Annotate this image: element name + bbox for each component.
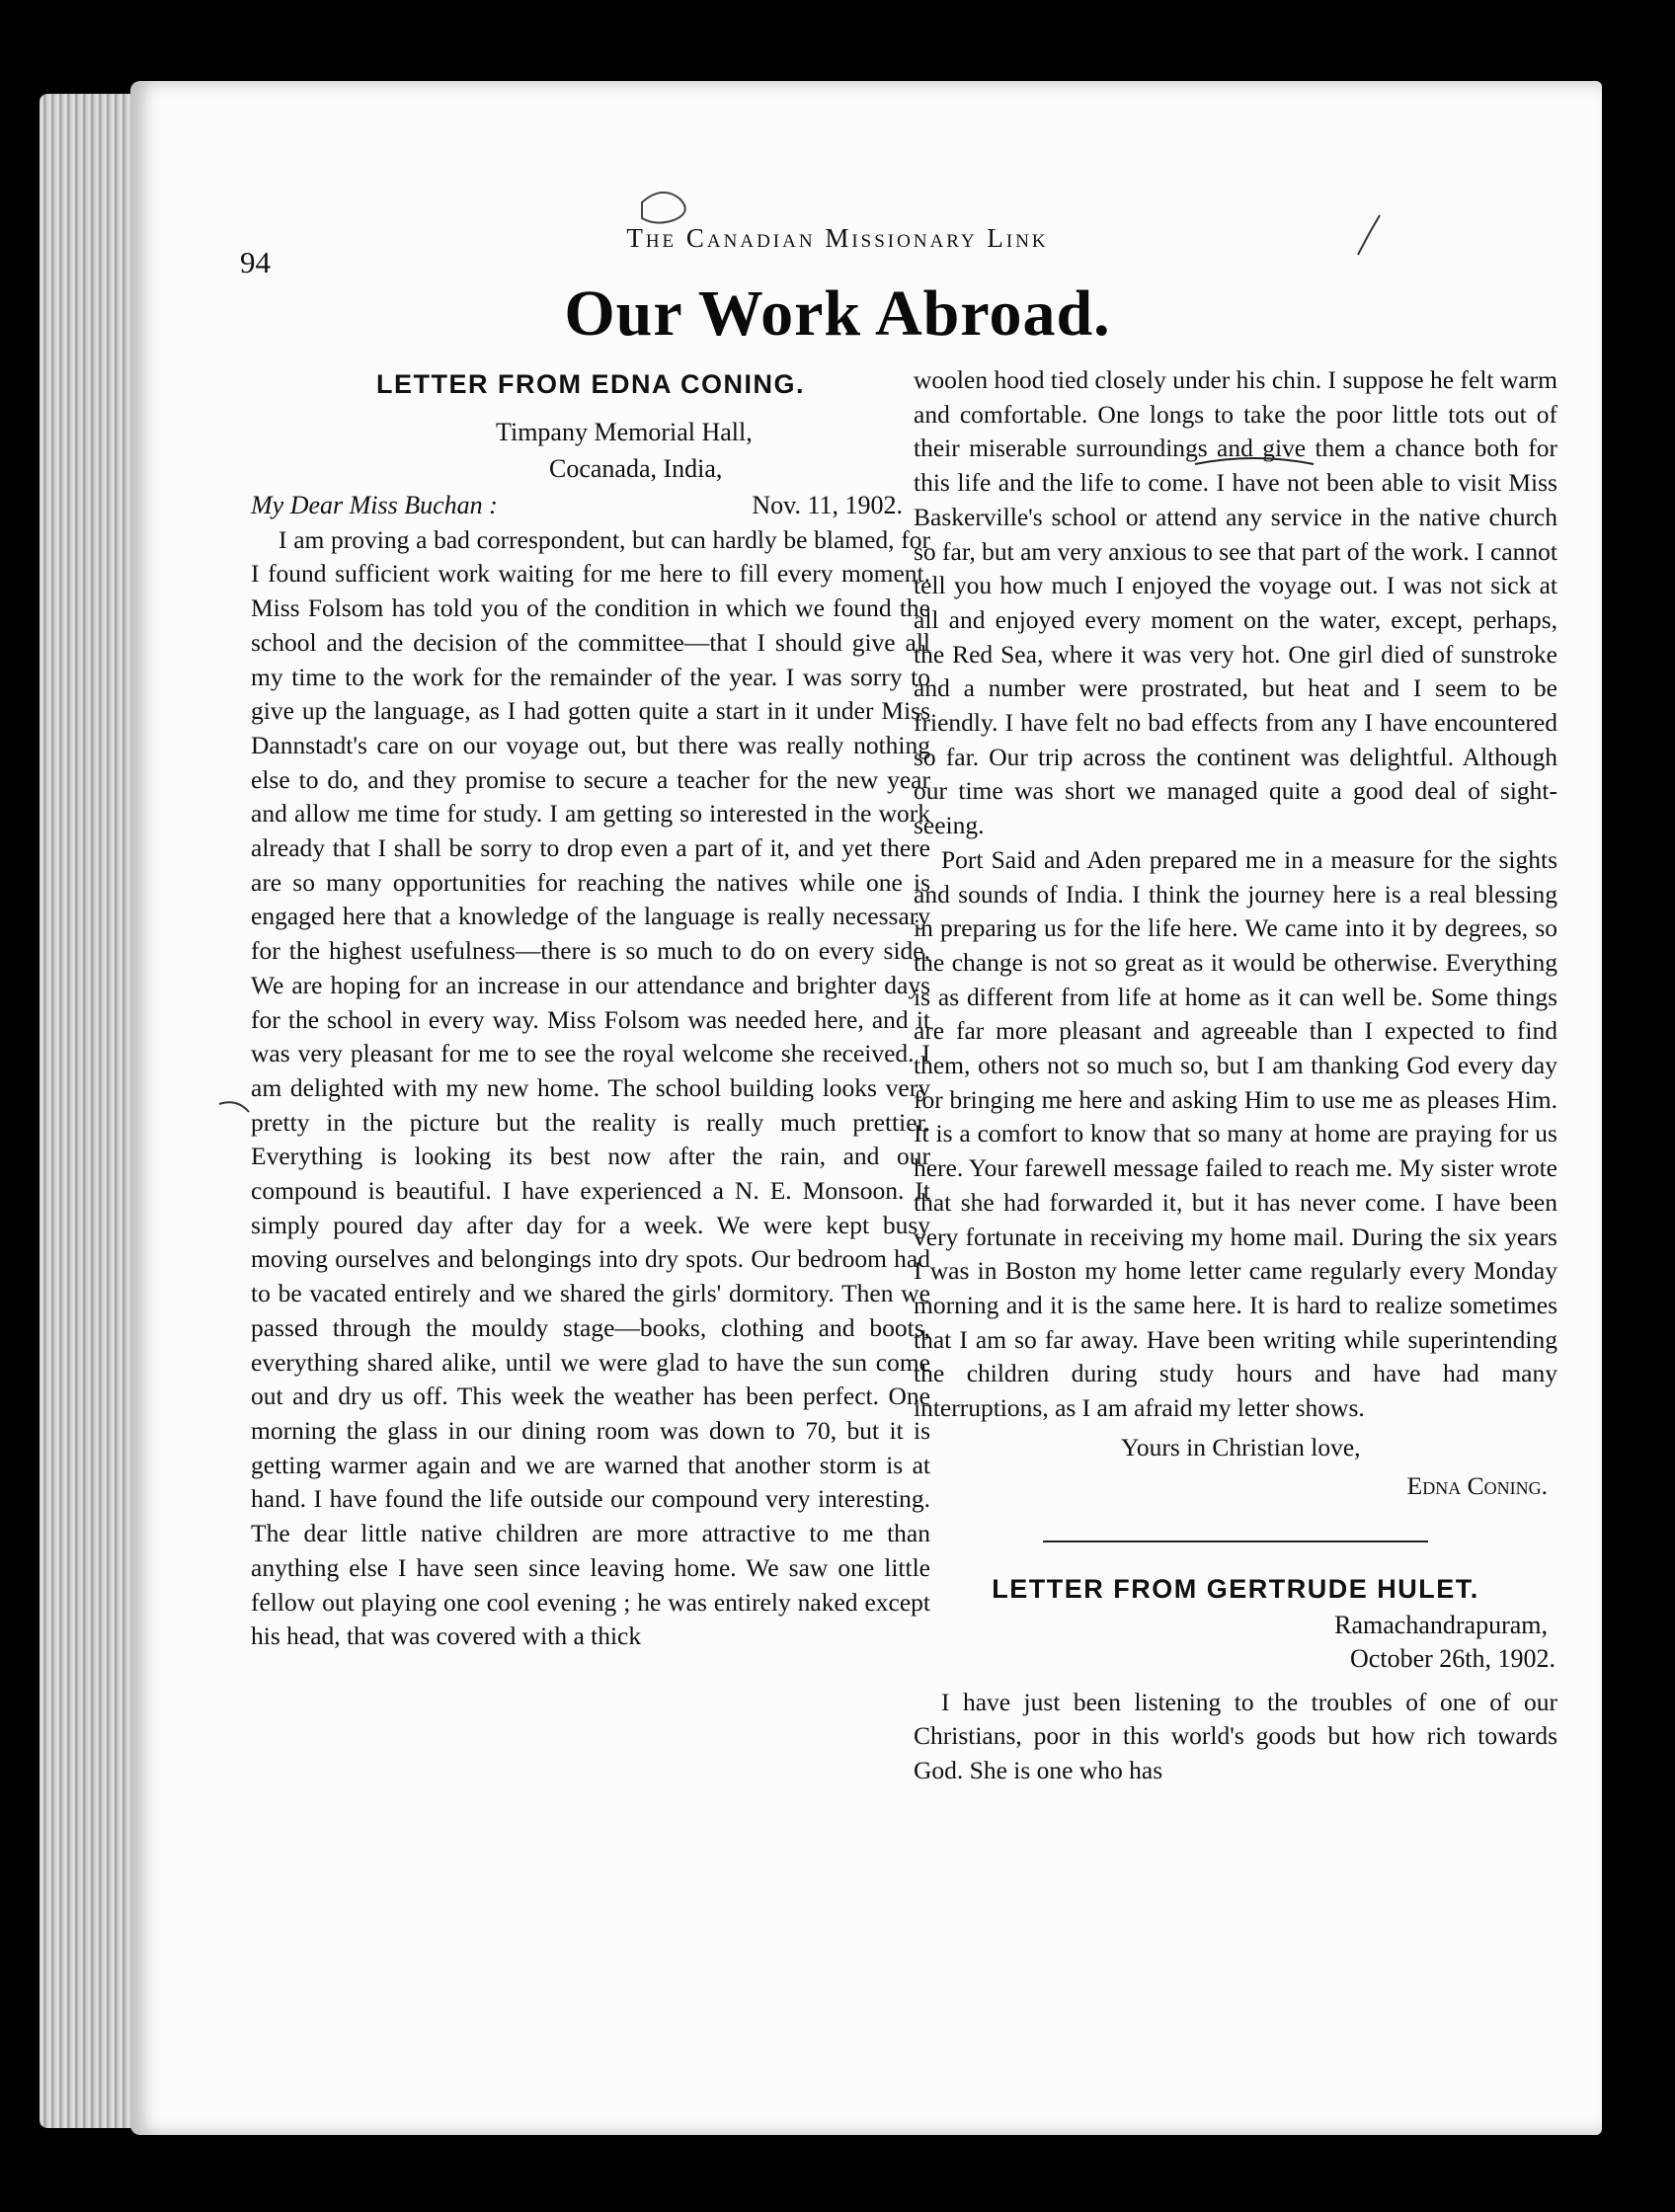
- salutation-row: [251, 487, 903, 523]
- letter-body-paragraph: Port Said and Aden prepared me in a measure for the sights and sounds of India. I think the journey here is a real blessing in preparing us for the life here. We came into it by degrees, so the change is not so great as it would be otherwise. Everything is as different from life at home as it can well be. Some things are far more pleasant and agreeable than I expected to find them, others not so much so, but I am thanking God every day for bringing me here and asking Him to use me as pleases Him. It is a comfort to know that so many at home are praying for us here. Your farewell message failed to reach me. My sister wrote that she had forwarded it, but it has never come. I have been very fortunate in receiving my home mail. During the six years I was in Boston my home letter came regularly every Monday morning and it is the same here. It is hard to realize sometimes that I am so far away. Have been writing while superintending the children during study hours and have had many interruptions, as I am afraid my letter shows.: [914, 844, 1557, 1423]
- section-divider: [1043, 1540, 1428, 1542]
- letter-address: October 26th, 1902.: [1350, 1643, 1555, 1673]
- letter-body-paragraph: I have just been listening to the troubles of one of our Christians, poor in this world's goods but how rich towards God. She is one who has: [914, 1687, 1557, 1784]
- right-column: [914, 363, 1557, 1788]
- letter-heading: LETTER FROM GERTRUDE HULET.: [992, 1573, 1479, 1604]
- letter-closing: Yours in Christian love,: [1121, 1432, 1361, 1462]
- letter-date: Nov. 11, 1902.: [752, 490, 903, 519]
- letter-address: Timpany Memorial Hall,: [496, 417, 753, 446]
- salutation: My Dear Miss Buchan :: [251, 490, 498, 519]
- left-column: [251, 367, 930, 1654]
- letter-signature: Edna Coning.: [1406, 1470, 1548, 1500]
- running-head: The Canadian Missionary Link: [626, 223, 1049, 253]
- letter-heading: LETTER FROM EDNA CONING.: [376, 369, 805, 399]
- letter-body-paragraph: woolen hood tied closely under his chin. I suppose he felt warm and comfortable. One longs to take the poor little tots out of their miserable surroundings and give them a chance both for this life and the life to come. I have not been able to visit Miss Baskerville's school or attend any service in the native church so far, but am very anxious to see that part of the work. I cannot tell you how much I enjoyed the voyage out. I was not sick at all and enjoyed every moment on the water, except, perhaps, the Red Sea, where it was very hot. One girl died of sunstroke and a number were prostrated, but heat and I seem to be friendly. I have felt no bad effects from any I have encountered so far. Our trip across the continent was delightful. Although our time was short we managed quite a good deal of sight-seeing.: [914, 365, 1557, 840]
- letter-address: Ramachandrapuram,: [1334, 1610, 1548, 1639]
- page-number: 94: [240, 245, 271, 279]
- book-page-edges: [40, 94, 143, 2128]
- letter-address: Cocanada, India,: [549, 453, 723, 483]
- section-title: Our Work Abroad.: [564, 277, 1111, 350]
- letter-body-paragraph: I am proving a bad correspondent, but can hardly be blamed, for I found sufficient work waiting for me here to fill every moment. Miss Folsom has told you of the condition in which we found the school and the decision of the committee—that I should give all my time to the work for the remainder of the year. I was sorry to give up the language, as I had gotten quite a start in it under Miss Dannstadt's care on our voyage out, but there was really nothing else to do, and they promise to secure a teacher for the new year and allow me time for study. I am getting so interested in the work already that I shall be sorry to drop even a part of it, and yet there are so many opportunities for reaching the natives while one is engaged here that a knowledge of the language is really necessary for the highest usefulness—there is so much to do on every side. We are hoping for an increase in our attendance and brighter days for the school in every way. Miss Folsom was needed here, and it was very pleasant for me to see the royal welcome she received. I am delighted with my new home. The school building looks very pretty in the picture but the reality is really much prettier. Everything is looking its best now after the rain, and our compound is beautiful. I have experienced a N. E. Monsoon. It simply poured day after day for a week. We were kept busy moving ourselves and belongings into dry spots. Our bedroom had to be vacated entirely and we shared the girls' dormitory. Then we passed through the mouldy stage—books, clothing and boots, everything shared alike, until we were glad to have the sun come out and dry us off. This week the weather has been perfect. One morning the glass in our dining room was down to 70, but it is getting warmer again and we are warned that another storm is at hand. I have found the life outside our compound very interesting. The dear little native children are more attractive to me than anything else I have seen since leaving home. We saw one little fellow out playing one cool evening ; he was entirely naked except his head, that was covered with a thick: [251, 524, 930, 1651]
